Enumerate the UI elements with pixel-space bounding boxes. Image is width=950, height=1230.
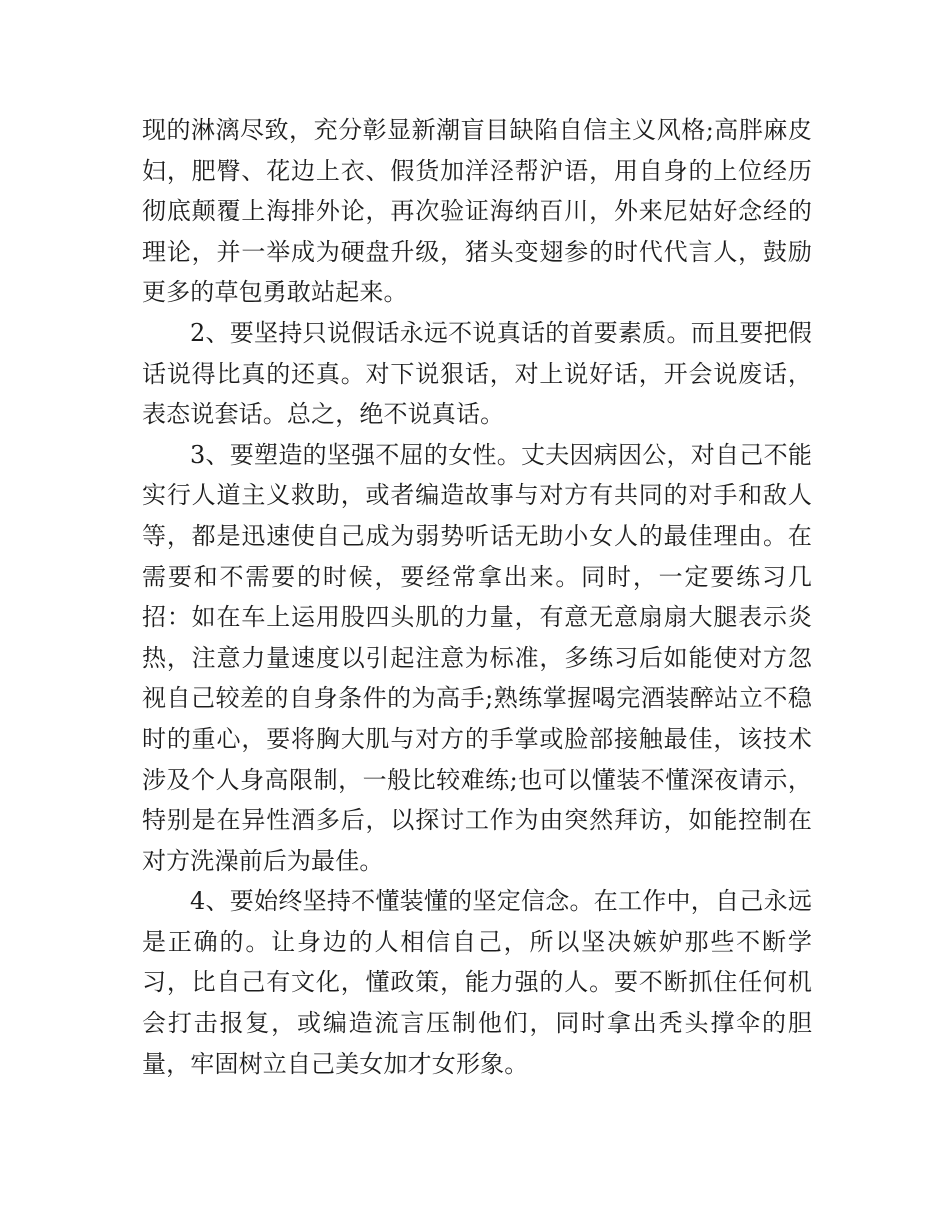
paragraph-continuation: 现的淋漓尽致，充分彰显新潮盲目缺陷自信主义风格;高胖麻皮妇，肥臀、花边上衣、假货加洋泾帮沪语，用自身的上位经历彻底颠覆上海排外论，再次验证海纳百川，外来尼姑好念经的理论，并一举成为硬盘升级，猪头变翅参的时代代言人，鼓励更多的草包勇敢站起来。 (142, 116, 812, 307)
paragraph-item-4: 4、要始终坚持不懂装懂的坚定信念。在工作中，自己永远是正确的。让身边的人相信自己，所以坚决嫉妒那些不断学习，比自己有文化，懂政策，能力强的人。要不断抓住任何机会打击报复，或编造流言压制他们，同时拿出秃头撑伞的胆量，牢固树立自己美女加才女形象。 (142, 887, 812, 1078)
document-body (142, 110, 812, 1084)
paragraph-item-2: 2、要坚持只说假话永远不说真话的首要素质。而且要把假话说得比真的还真。对下说狠话，对上说好话，开会说废话，表态说套话。总之，绝不说真话。 (142, 318, 812, 429)
paragraph-item-3: 3、要塑造的坚强不屈的女性。丈夫因病因公，对自己不能实行人道主义救助，或者编造故事与对方有共同的对手和敌人等，都是迅速使自己成为弱势听话无助小女人的最佳理由。在需要和不需要的时候，要经常拿出来。同时，一定要练习几招：如在车上运用股四头肌的力量，有意无意扇扇大腿表示炎热，注意力量速度以引起注意为标准，多练习后如能使对方忽视自己较差的自身条件的为高手;熟练掌握喝完酒装醉站立不稳时的重心，要将胸大肌与对方的手掌或脸部接触最佳，该技术涉及个人身高限制，一般比较难练;也可以懂装不懂深夜请示，特别是在异性酒多后，以探讨工作为由突然拜访，如能控制在对方洗澡前后为最佳。 (142, 440, 812, 875)
